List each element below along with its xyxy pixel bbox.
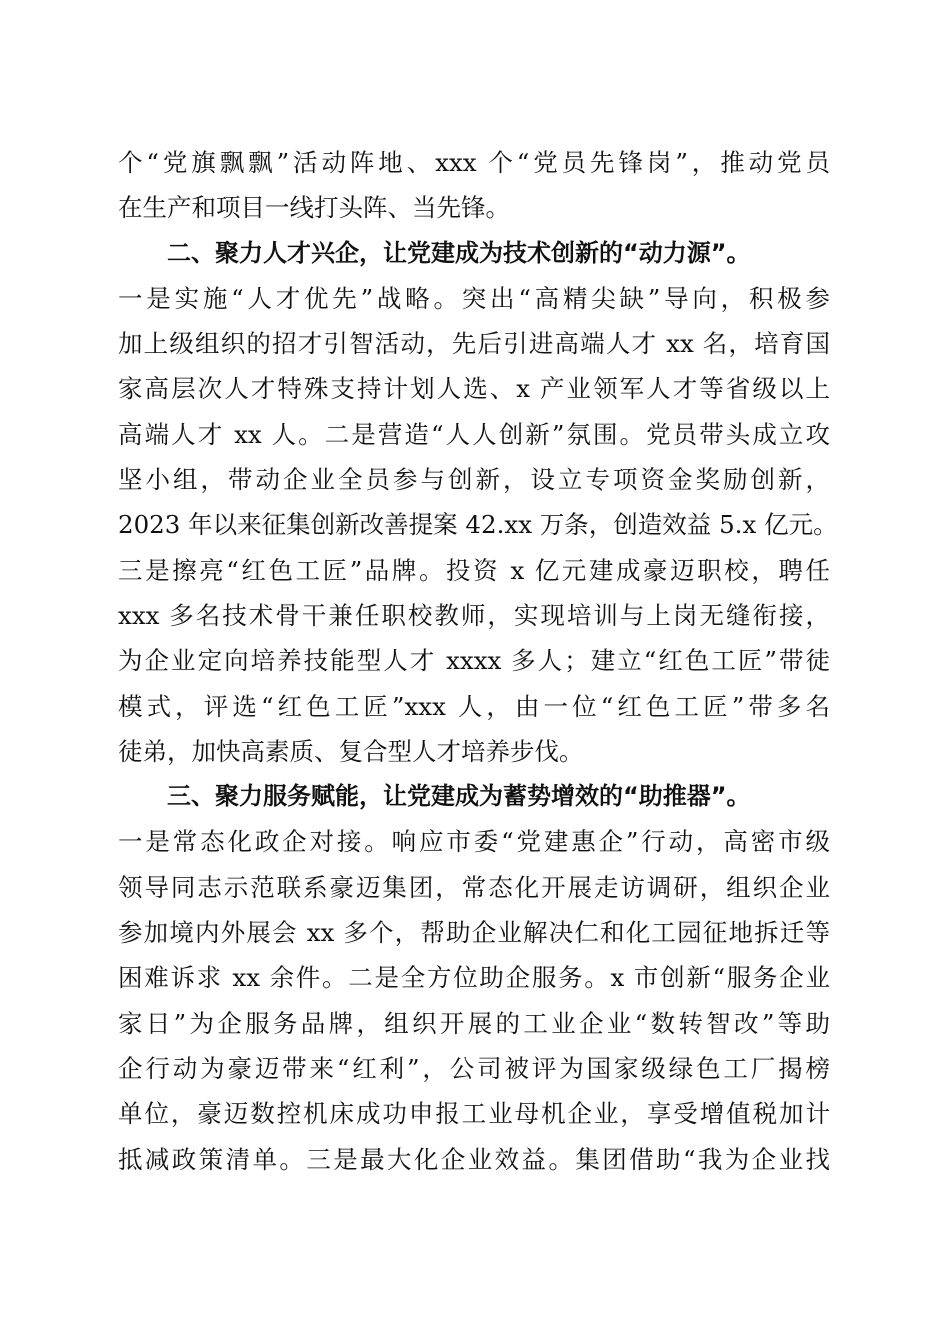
section-2-line: 为企业定向培养技能型人才 xxxx 多人；建立“红色工匠”带徒: [118, 646, 830, 676]
section-3-line: 一是常态化政企对接。响应市委“党建惠企”行动，高密市级: [118, 827, 830, 857]
section-3-line: 家日”为企服务品牌，组织开展的工业企业“数转智改”等助: [118, 1008, 830, 1038]
intro-line-1: 个“党旗飘飘”活动阵地、xxx 个“党员先锋岗”，推动党员: [118, 148, 830, 177]
section-3-heading: 三、聚力服务赋能，让党建成为蓄势增效的“助推器”。: [167, 782, 751, 811]
intro-line-2: 在生产和项目一线打头阵、当先锋。: [118, 193, 510, 223]
section-2-line: 三是擦亮“红色工匠”品牌。投资 x 亿元建成豪迈职校，聘任: [118, 555, 830, 585]
section-3-line: 困难诉求 xx 余件。二是全方位助企服务。x 市创新“服务企业: [118, 963, 830, 993]
section-3-line: 单位，豪迈数控机床成功申报工业母机企业，享受增值税加计: [118, 1099, 830, 1129]
section-2-line: 模式，评选“红色工匠”xxx 人，由一位“红色工匠”带多名: [118, 691, 830, 721]
document-body: [118, 140, 838, 1182]
section-2-heading: 二、聚力人才兴企，让党建成为技术创新的“动力源”。: [167, 238, 751, 267]
section-2-line: 一是实施“人才优先”战略。突出“高精尖缺”导向，积极参: [118, 283, 830, 313]
section-2-line: 徒弟，加快高素质、复合型人才培养步伐。: [118, 736, 584, 766]
section-2-line: 家高层次人才特殊支持计划人选、x 产业领军人才等省级以上: [118, 374, 830, 404]
section-3-line: 参加境内外展会 xx 多个，帮助企业解决仁和化工园征地拆迁等: [118, 918, 830, 948]
section-2-line: 2023 年以来征集创新改善提案 42.xx 万条，创造效益 5.x 亿元。: [118, 510, 838, 540]
section-2-line: xxx 多名技术骨干兼任职校教师，实现培训与上岗无缝衔接，: [118, 600, 830, 630]
section-2-line: 加上级组织的招才引智活动，先后引进高端人才 xx 名，培育国: [118, 329, 830, 359]
section-3-line: 抵减政策清单。三是最大化企业效益。集团借助“我为企业找: [118, 1144, 830, 1174]
section-2-line: 坚小组，带动企业全员参与创新，设立专项资金奖励创新，: [118, 465, 830, 495]
section-2-line: 高端人才 xx 人。二是营造“人人创新”氛围。党员带头成立攻: [118, 419, 830, 449]
section-3-line: 领导同志示范联系豪迈集团，常态化开展走访调研，组织企业: [118, 872, 830, 902]
section-3-line: 企行动为豪迈带来“红利”，公司被评为国家级绿色工厂揭榜: [118, 1053, 830, 1083]
